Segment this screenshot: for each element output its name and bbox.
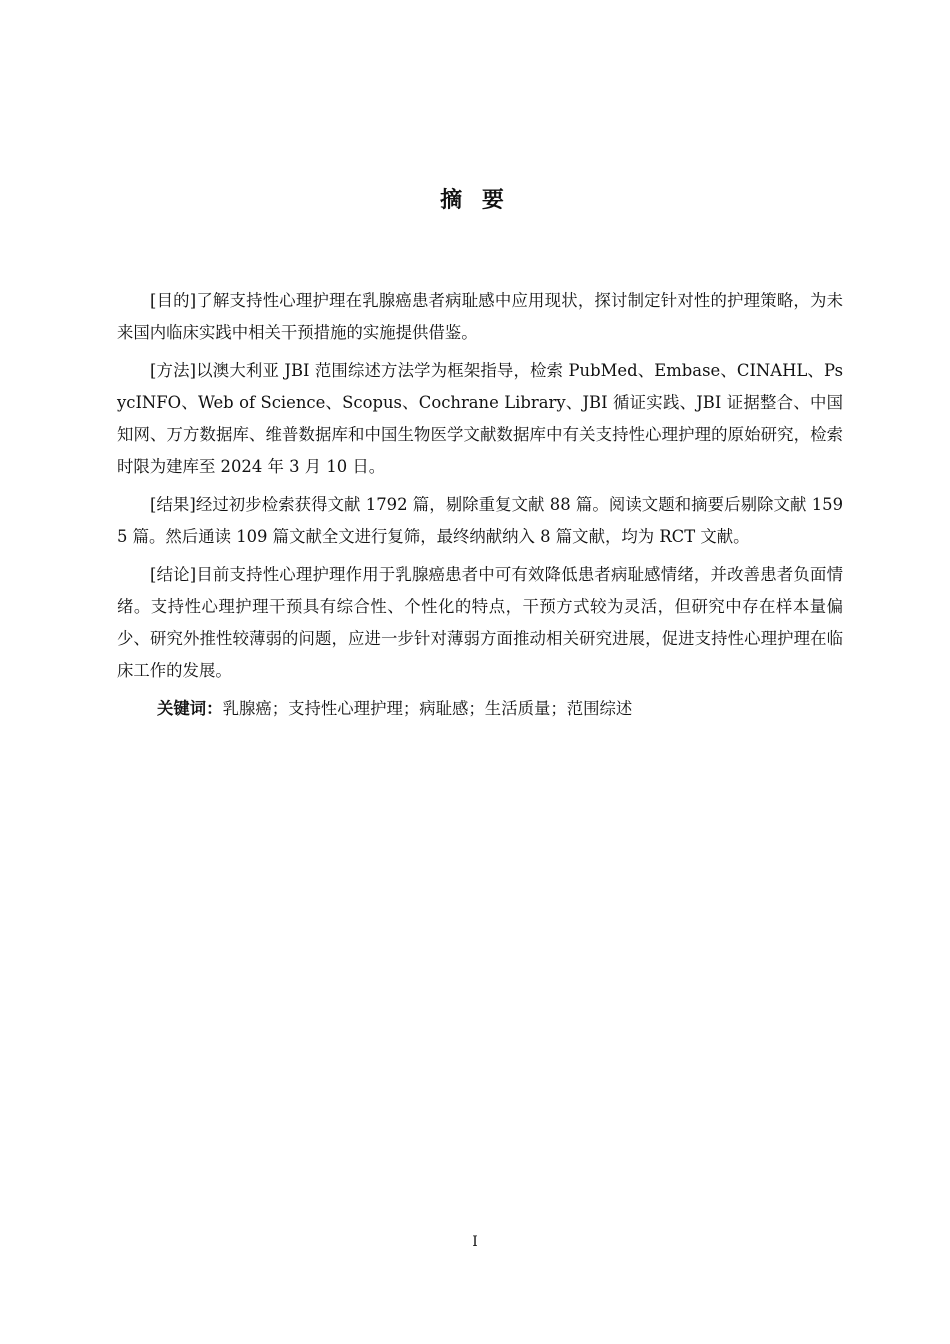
method-text: 以澳大利亚 JBI 范围综述方法学为框架指导，检索 PubMed、Embase、CINAHL、PsycINFO、Web of Science、Scopus、Cochrane Library、JBI 循证实践、JBI 证据整合、中国知网、万方数据库、维普数据库和中国生物医学文献数据库中有关支持性心理护理的原始研究，检索时限为建库至 2024 年 3 月 10 日。	[117, 361, 843, 476]
keywords	[117, 693, 843, 725]
conclusion-text: 目前支持性心理护理作用于乳腺癌患者中可有效降低患者病耻感情绪，并改善患者负面情绪。支持性心理护理干预具有综合性、个性化的特点，干预方式较为灵活，但研究中存在样本量偏少、研究外推性较薄弱的问题，应进一步针对薄弱方面推动相关研究进展，促进支持性心理护理在临床工作的发展。	[117, 565, 843, 680]
purpose-text: 了解支持性心理护理在乳腺癌患者病耻感中应用现状，探讨制定针对性的护理策略，为未来国内临床实践中相关干预措施的实施提供借鉴。	[117, 291, 843, 342]
keywords-label: 关键词：	[157, 699, 223, 718]
abstract-conclusion	[117, 559, 843, 687]
conclusion-tag: [结论]	[150, 565, 197, 584]
abstract-result	[117, 489, 843, 553]
abstract-body	[117, 285, 843, 725]
keywords-value: 乳腺癌；支持性心理护理；病耻感；生活质量；范围综述	[222, 699, 633, 718]
result-text: 经过初步检索获得文献 1792 篇，剔除重复文献 88 篇。阅读文题和摘要后剔除文献 1595 篇。然后通读 109 篇文献全文进行复筛，最终纳献纳入 8 篇文献，均为 RCT 文献。	[117, 495, 843, 546]
page-title: 摘 要	[440, 188, 510, 213]
abstract-method	[117, 355, 843, 483]
result-tag: [结果]	[150, 495, 196, 514]
purpose-tag: [目的]	[150, 291, 197, 310]
abstract-purpose	[117, 285, 843, 349]
method-tag: [方法]	[150, 361, 197, 380]
page-number: I	[472, 1234, 478, 1250]
